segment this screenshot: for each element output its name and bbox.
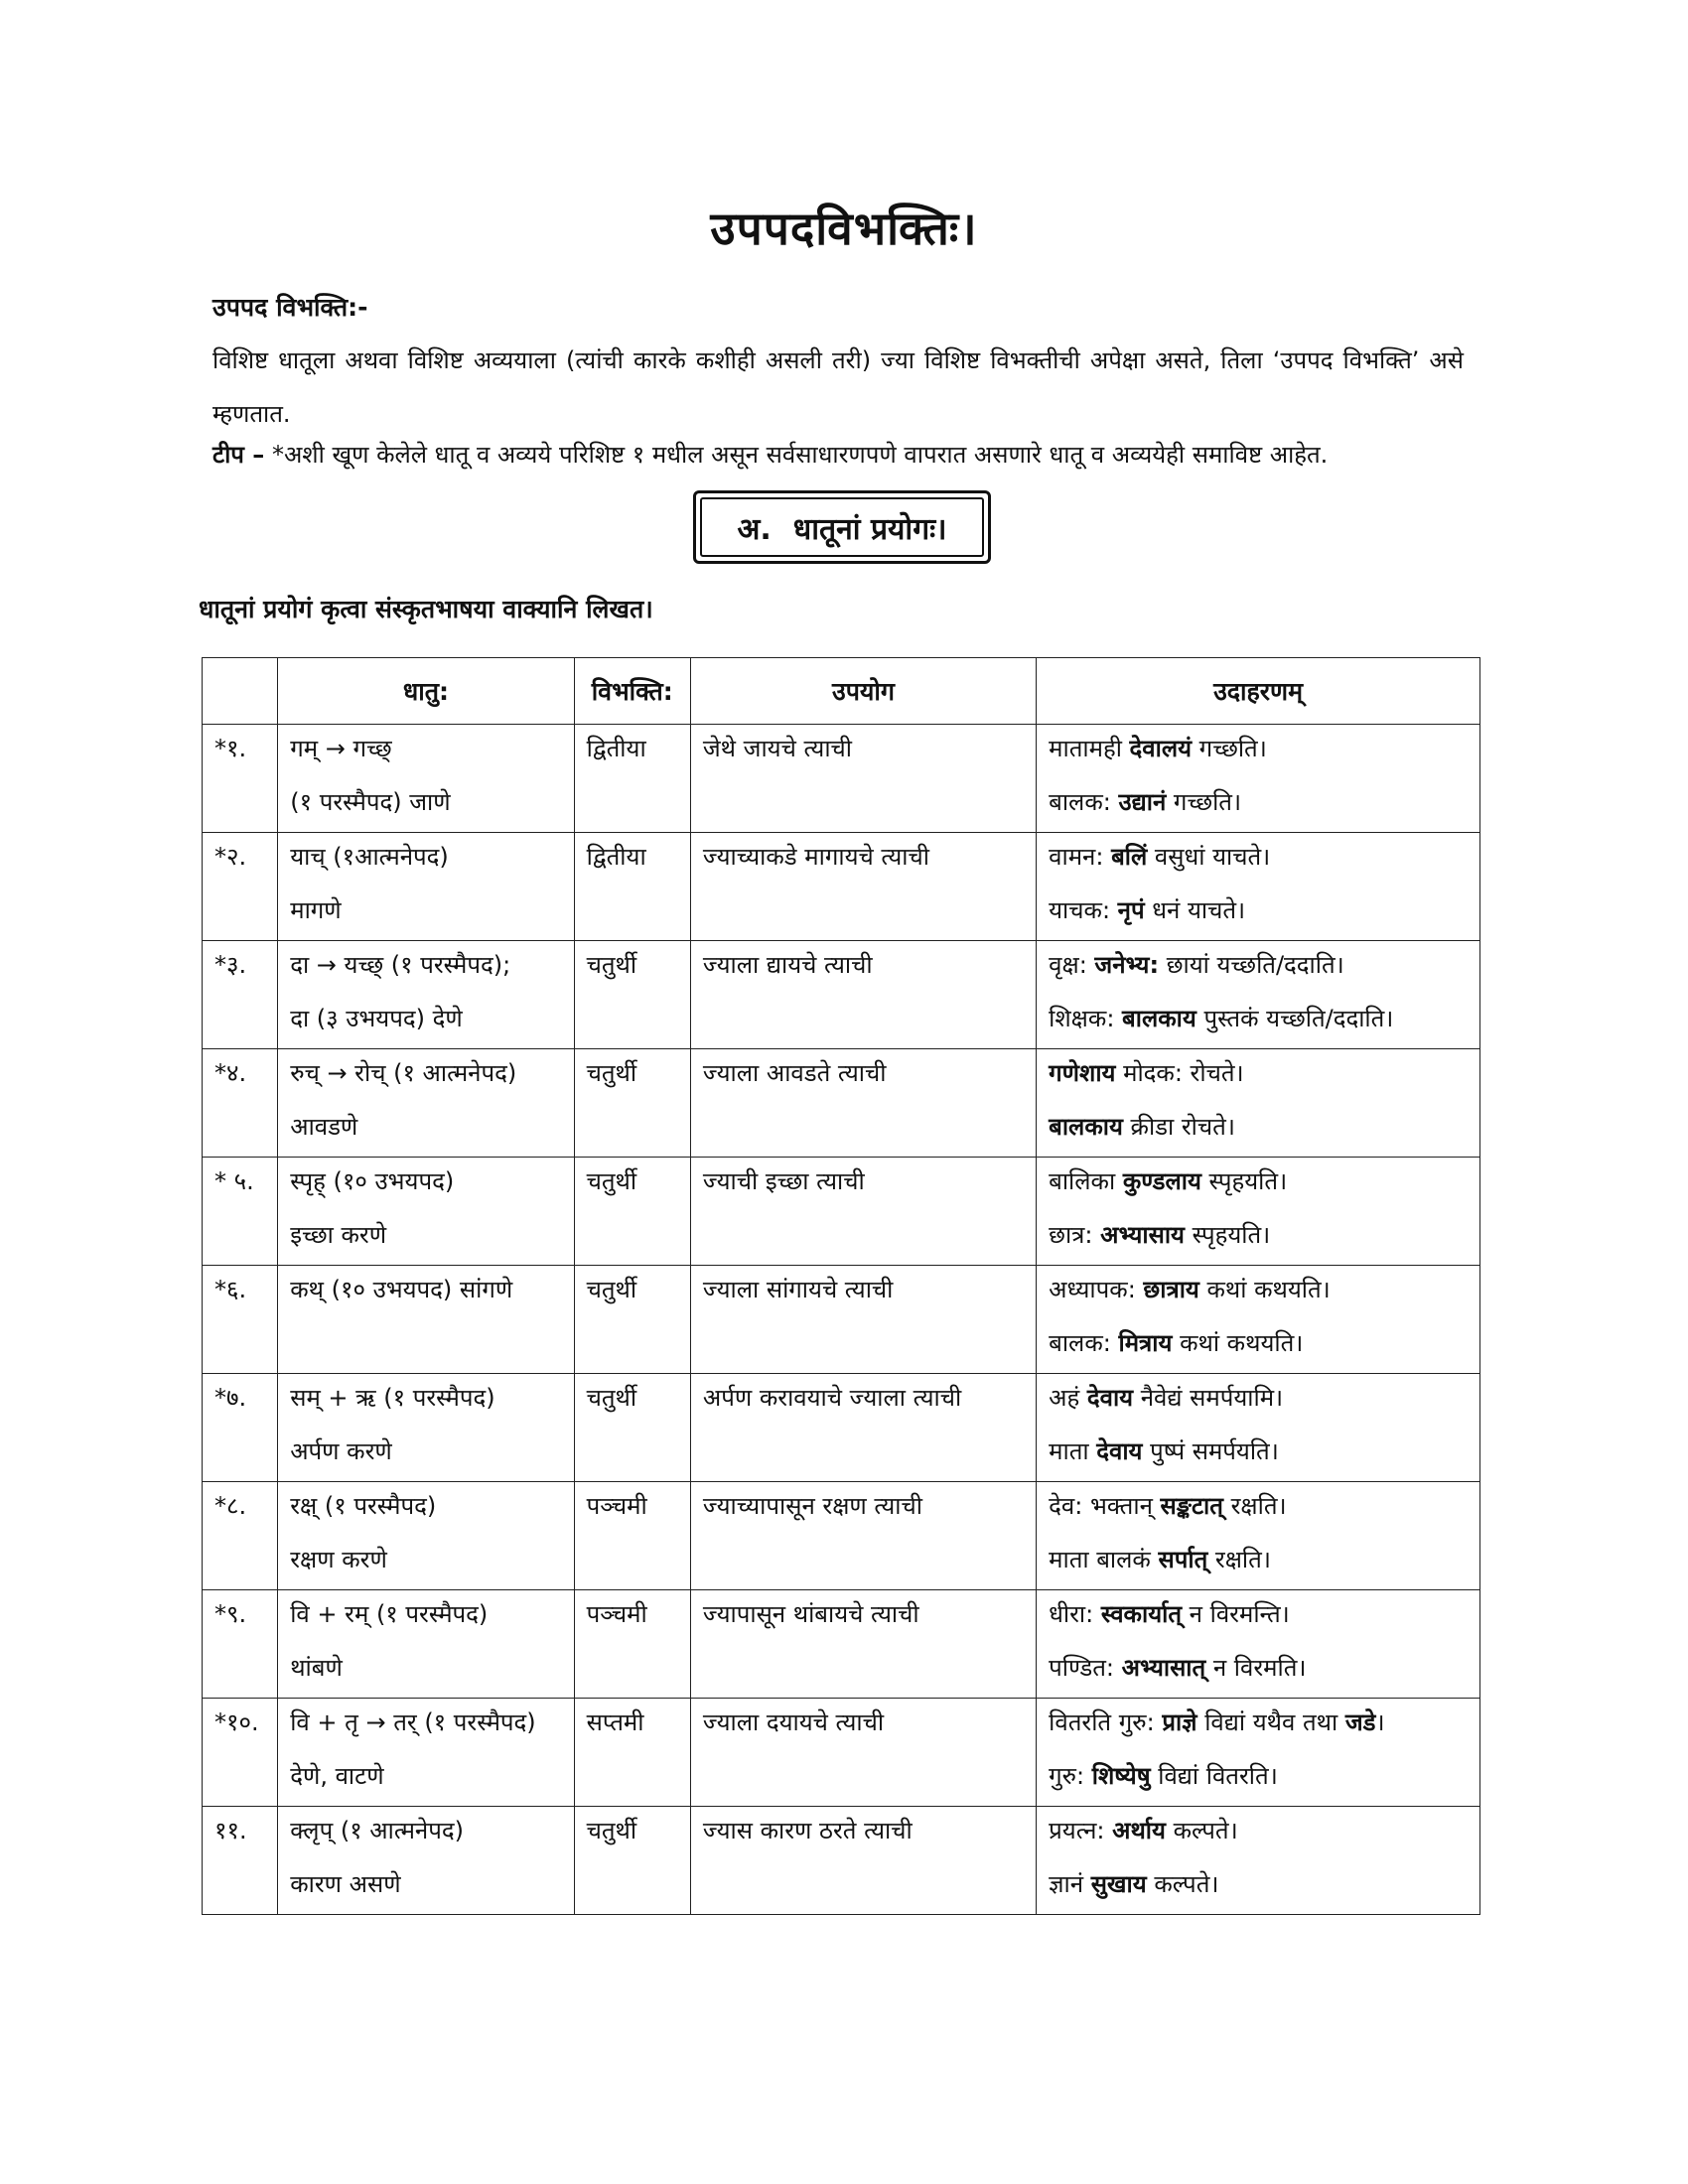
example-1: देव: भक्तान् सङ्कटात् रक्षति। bbox=[1049, 1492, 1287, 1520]
example-1: मातामही देवालयं गच्छति। bbox=[1049, 735, 1267, 762]
udaharanam-cell bbox=[1037, 1158, 1480, 1266]
vibhakti-cell: सप्तमी bbox=[574, 1699, 690, 1807]
table-row bbox=[203, 725, 1480, 833]
dhatu-cell: स्पृह् (१० उभयपद) इच्छा करणे bbox=[278, 1158, 574, 1266]
section-letter: अ. bbox=[737, 511, 772, 547]
dhatu-cell: याच् (१आत्मनेपद) मागणे bbox=[278, 833, 574, 941]
serial-number: *१०. bbox=[203, 1699, 278, 1807]
vibhakti-cell: द्वितीया bbox=[574, 833, 690, 941]
dhatu-cell: वि + रम् (१ परस्मैपद) थांबणे bbox=[278, 1590, 574, 1699]
example-2: पण्डित: अभ्यासात् न विरमति। bbox=[1049, 1654, 1307, 1682]
header-upayog: उपयोग bbox=[690, 658, 1036, 725]
section-title: धातूनां प्रयोगः। bbox=[792, 511, 947, 547]
dhatu-cell: वि + तृ → तर् (१ परस्मैपद) देणे, वाटणे bbox=[278, 1699, 574, 1807]
table-row bbox=[203, 1266, 1480, 1374]
udaharanam-cell bbox=[1037, 725, 1480, 833]
example-2: गुरु: शिष्येषु विद्यां वितरति। bbox=[1049, 1762, 1278, 1790]
instruction: धातूनां प्रयोगं कृत्वा संस्कृतभाषया वाक्यानि लिखत। bbox=[199, 595, 653, 623]
dhatu-cell: दा → यच्छ् (१ परस्मैपद); दा (३ उभयपद) देणे bbox=[278, 941, 574, 1049]
upayog-cell: ज्याला आवडते त्याची bbox=[690, 1049, 1036, 1158]
upayog-cell: ज्याला सांगायचे त्याची bbox=[690, 1266, 1036, 1374]
upayog-cell: ज्याच्यापासून रक्षण त्याची bbox=[690, 1482, 1036, 1590]
table-row bbox=[203, 1482, 1480, 1590]
example-2: माता बालकं सर्पात् रक्षति। bbox=[1049, 1546, 1271, 1573]
upayog-cell: अर्पण करावयाचे ज्याला त्याची bbox=[690, 1374, 1036, 1482]
example-2: माता देवाय पुष्पं समर्पयति। bbox=[1049, 1437, 1279, 1465]
serial-number: *६. bbox=[203, 1266, 278, 1374]
upayog-cell: ज्याला दयायचे त्याची bbox=[690, 1699, 1036, 1807]
serial-number: *८. bbox=[203, 1482, 278, 1590]
dhatu-cell: रुच् → रोच् (१ आत्मनेपद) आवडणे bbox=[278, 1049, 574, 1158]
dhatu-cell: कथ् (१० उभयपद) सांगणे bbox=[278, 1266, 574, 1374]
table-row bbox=[203, 941, 1480, 1049]
note-text: *अशी खूण केलेले धातू व अव्यये परिशिष्ट १ मधील असून सर्वसाधारणपणे वापरात असणारे धातू व अव्ययेही समाविष्ट आहेत. bbox=[271, 441, 1329, 469]
upayog-cell: ज्याची इच्छा त्याची bbox=[690, 1158, 1036, 1266]
vibhakti-cell: पञ्चमी bbox=[574, 1590, 690, 1699]
table-row bbox=[203, 1807, 1480, 1915]
example-1: प्रयत्न: अर्थाय कल्पते। bbox=[1049, 1817, 1238, 1844]
table-row bbox=[203, 1158, 1480, 1266]
page-title: उपपदविभक्तिः। bbox=[710, 202, 978, 255]
example-2: याचक: नृपं धनं याचते। bbox=[1049, 896, 1246, 924]
upayog-cell: ज्यास कारण ठरते त्याची bbox=[690, 1807, 1036, 1915]
serial-number: *७. bbox=[203, 1374, 278, 1482]
udaharanam-cell bbox=[1037, 1699, 1480, 1807]
udaharanam-cell bbox=[1037, 1482, 1480, 1590]
header-vibhakti: विभक्ति: bbox=[574, 658, 690, 725]
serial-number: *२. bbox=[203, 833, 278, 941]
section-heading-box bbox=[693, 490, 991, 564]
udaharanam-cell bbox=[1037, 1049, 1480, 1158]
udaharanam-cell bbox=[1037, 1590, 1480, 1699]
table-row bbox=[203, 1049, 1480, 1158]
example-1: गणेशाय मोदक: रोचते। bbox=[1049, 1059, 1244, 1087]
udaharanam-cell bbox=[1037, 1374, 1480, 1482]
serial-number: *९. bbox=[203, 1590, 278, 1699]
dhatu-cell: गम् → गच्छ् (१ परस्मैपद) जाणे bbox=[278, 725, 574, 833]
serial-number: *१. bbox=[203, 725, 278, 833]
serial-number: ११. bbox=[203, 1807, 278, 1915]
vibhakti-cell: चतुर्थी bbox=[574, 1374, 690, 1482]
table-header-row bbox=[203, 658, 1480, 725]
dhatu-cell: सम् + ऋ (१ परस्मैपद) अर्पण करणे bbox=[278, 1374, 574, 1482]
example-1: अहं देवाय नैवेद्यं समर्पयामि। bbox=[1049, 1384, 1284, 1412]
example-2: शिक्षक: बालकाय पुस्तकं यच्छति/ददाति। bbox=[1049, 1005, 1394, 1032]
upayog-cell: जेथे जायचे त्याची bbox=[690, 725, 1036, 833]
serial-number: *४. bbox=[203, 1049, 278, 1158]
example-2: बालकाय क्रीडा रोचते। bbox=[1049, 1113, 1235, 1141]
vibhakti-cell: द्वितीया bbox=[574, 725, 690, 833]
note bbox=[212, 435, 1503, 475]
definition-heading: उपपद विभक्ति:- bbox=[212, 293, 368, 322]
example-1: धीरा: स्वकार्यात् न विरमन्ति। bbox=[1049, 1600, 1290, 1628]
example-1: वामन: बलिं वसुधां याचते। bbox=[1049, 843, 1271, 871]
example-2: बालक: उद्यानं गच्छति। bbox=[1049, 788, 1242, 816]
note-label: टीप – bbox=[212, 441, 265, 469]
table-row bbox=[203, 1699, 1480, 1807]
dhatu-table bbox=[202, 657, 1480, 1915]
vibhakti-cell: चतुर्थी bbox=[574, 1266, 690, 1374]
upayog-cell: ज्यापासून थांबायचे त्याची bbox=[690, 1590, 1036, 1699]
upayog-cell: ज्याच्याकडे मागायचे त्याची bbox=[690, 833, 1036, 941]
example-1: अध्यापक: छात्राय कथां कथयति। bbox=[1049, 1276, 1331, 1303]
example-2: ज्ञानं सुखाय कल्पते। bbox=[1049, 1870, 1219, 1898]
example-1: वृक्ष: जनेभ्य: छायां यच्छति/ददाति। bbox=[1049, 951, 1344, 979]
table-row bbox=[203, 833, 1480, 941]
dhatu-cell: रक्ष् (१ परस्मैपद) रक्षण करणे bbox=[278, 1482, 574, 1590]
header-serial bbox=[203, 658, 278, 725]
example-1: वितरति गुरु: प्राज्ञे विद्यां यथैव तथा जडे। bbox=[1049, 1708, 1385, 1736]
example-2: बालक: मित्राय कथां कथयति। bbox=[1049, 1329, 1304, 1357]
serial-number: * ५. bbox=[203, 1158, 278, 1266]
vibhakti-cell: चतुर्थी bbox=[574, 941, 690, 1049]
example-1: बालिका कुण्डलाय स्पृहयति। bbox=[1049, 1167, 1288, 1195]
udaharanam-cell bbox=[1037, 833, 1480, 941]
vibhakti-cell: चतुर्थी bbox=[574, 1049, 690, 1158]
definition-text: विशिष्ट धातूला अथवा विशिष्ट अव्ययाला (त्यांची कारके कशीही असली तरी) ज्या विशिष्ट विभक्तीची अपेक्षा असते, तिला ‘उपपद विभक्ति’ असे म्हणतात. bbox=[212, 346, 1464, 428]
udaharanam-cell bbox=[1037, 1807, 1480, 1915]
udaharanam-cell bbox=[1037, 941, 1480, 1049]
vibhakti-cell: चतुर्थी bbox=[574, 1807, 690, 1915]
header-dhatu: धातु: bbox=[278, 658, 574, 725]
table-row bbox=[203, 1590, 1480, 1699]
upayog-cell: ज्याला द्यायचे त्याची bbox=[690, 941, 1036, 1049]
header-udaharanam: उदाहरणम् bbox=[1037, 658, 1480, 725]
vibhakti-cell: पञ्चमी bbox=[574, 1482, 690, 1590]
example-2: छात्र: अभ्यासाय स्पृहयति। bbox=[1049, 1221, 1271, 1249]
udaharanam-cell bbox=[1037, 1266, 1480, 1374]
serial-number: *३. bbox=[203, 941, 278, 1049]
vibhakti-cell: चतुर्थी bbox=[574, 1158, 690, 1266]
table-row bbox=[203, 1374, 1480, 1482]
dhatu-cell: क्लृप् (१ आत्मनेपद) कारण असणे bbox=[278, 1807, 574, 1915]
